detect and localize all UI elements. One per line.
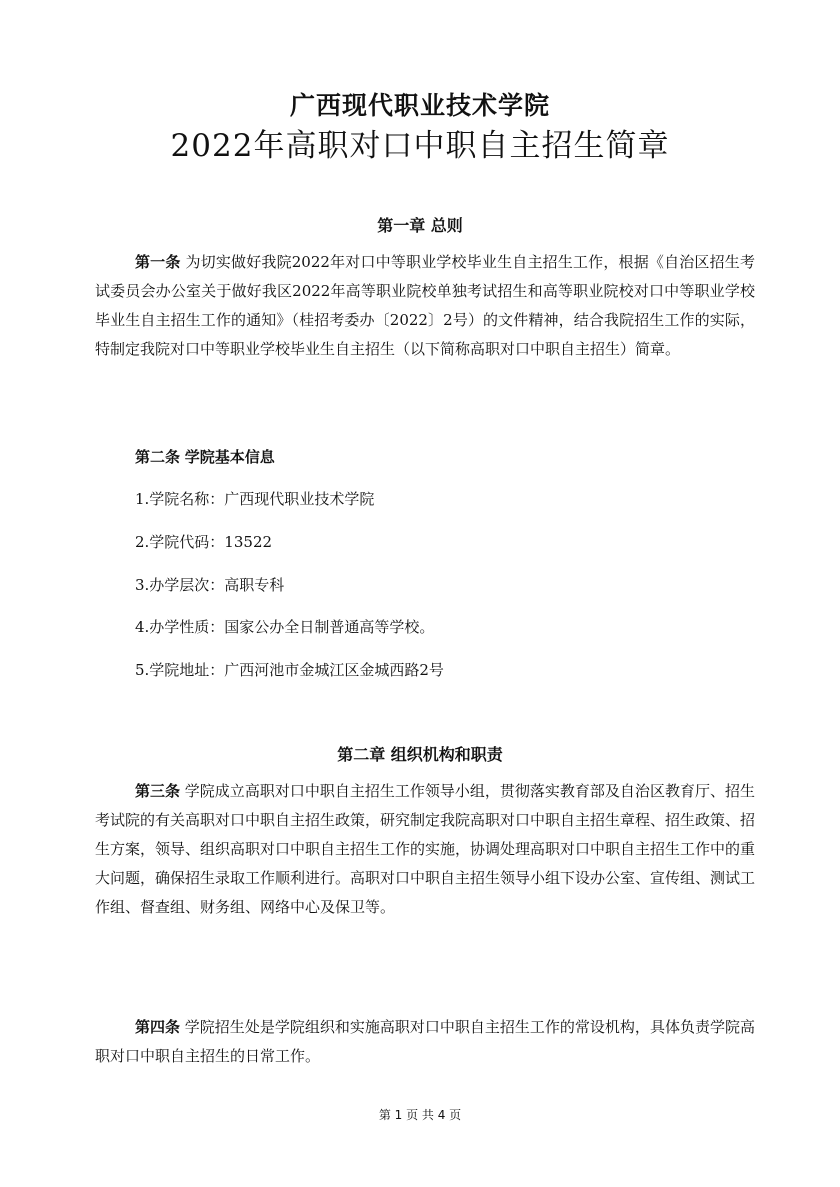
article-2-title: 学院基本信息 xyxy=(184,448,275,466)
article-2-heading xyxy=(135,447,755,467)
chapter-2-heading: 第二章 组织机构和职责 xyxy=(337,745,503,764)
article-2-label: 第二条 xyxy=(135,448,181,466)
article-3 xyxy=(95,777,755,922)
article-4-text: 学院招生处是学院组织和实施高职对口中职自主招生工作的常设机构，具体负责学院高职对口中职自主招生的日常工作。 xyxy=(95,1018,755,1065)
info-item-school-address: 5.学院地址：广西河池市金城江区金城西路2号 xyxy=(135,661,444,679)
document-title: 2022年高职对口中职自主招生简章 xyxy=(170,128,670,164)
article-1 xyxy=(95,248,755,364)
article-4-label: 第四条 xyxy=(135,1018,181,1036)
page-indicator: 第 1 页 共 4 页 xyxy=(378,1108,462,1122)
info-item-school-name: 1.学院名称：广西现代职业技术学院 xyxy=(135,490,375,508)
school-title: 广西现代职业技术学院 xyxy=(289,91,550,120)
article-4 xyxy=(95,1013,755,1071)
info-item-school-type: 4.办学性质：国家公办全日制普通高等学校。 xyxy=(135,618,435,636)
info-item-school-code: 2.学院代码：13522 xyxy=(135,533,273,551)
article-3-label: 第三条 xyxy=(135,782,181,800)
chapter-1-heading: 第一章 总则 xyxy=(377,216,463,235)
article-1-text: 为切实做好我院2022年对口中等职业学校毕业生自主招生工作，根据《自治区招生考试委员会办公室关于做好我区2022年高等职业院校单独考试招生和高等职业院校对口中等职业学校毕业生自主招生工作的通知》（桂招考委办〔2022〕2号）的文件精神，结合我院招生工作的实际，特制定我院对口中等职业学校毕业生自主招生（以下简称高职对口中职自主招生）简章。 xyxy=(95,253,755,358)
article-1-label: 第一条 xyxy=(135,253,181,271)
article-3-text: 学院成立高职对口中职自主招生工作领导小组，贯彻落实教育部及自治区教育厅、招生考试院的有关高职对口中职自主招生政策，研究制定我院高职对口中职自主招生章程、招生政策、招生方案，领导、组织高职对口中职自主招生工作的实施，协调处理高职对口中职自主招生工作中的重大问题，确保招生录取工作顺利进行。高职对口中职自主招生领导小组下设办公室、宣传组、测试工作组、督查组、财务组、网络中心及保卫等。 xyxy=(95,782,756,916)
info-item-school-level: 3.办学层次：高职专科 xyxy=(135,576,285,594)
